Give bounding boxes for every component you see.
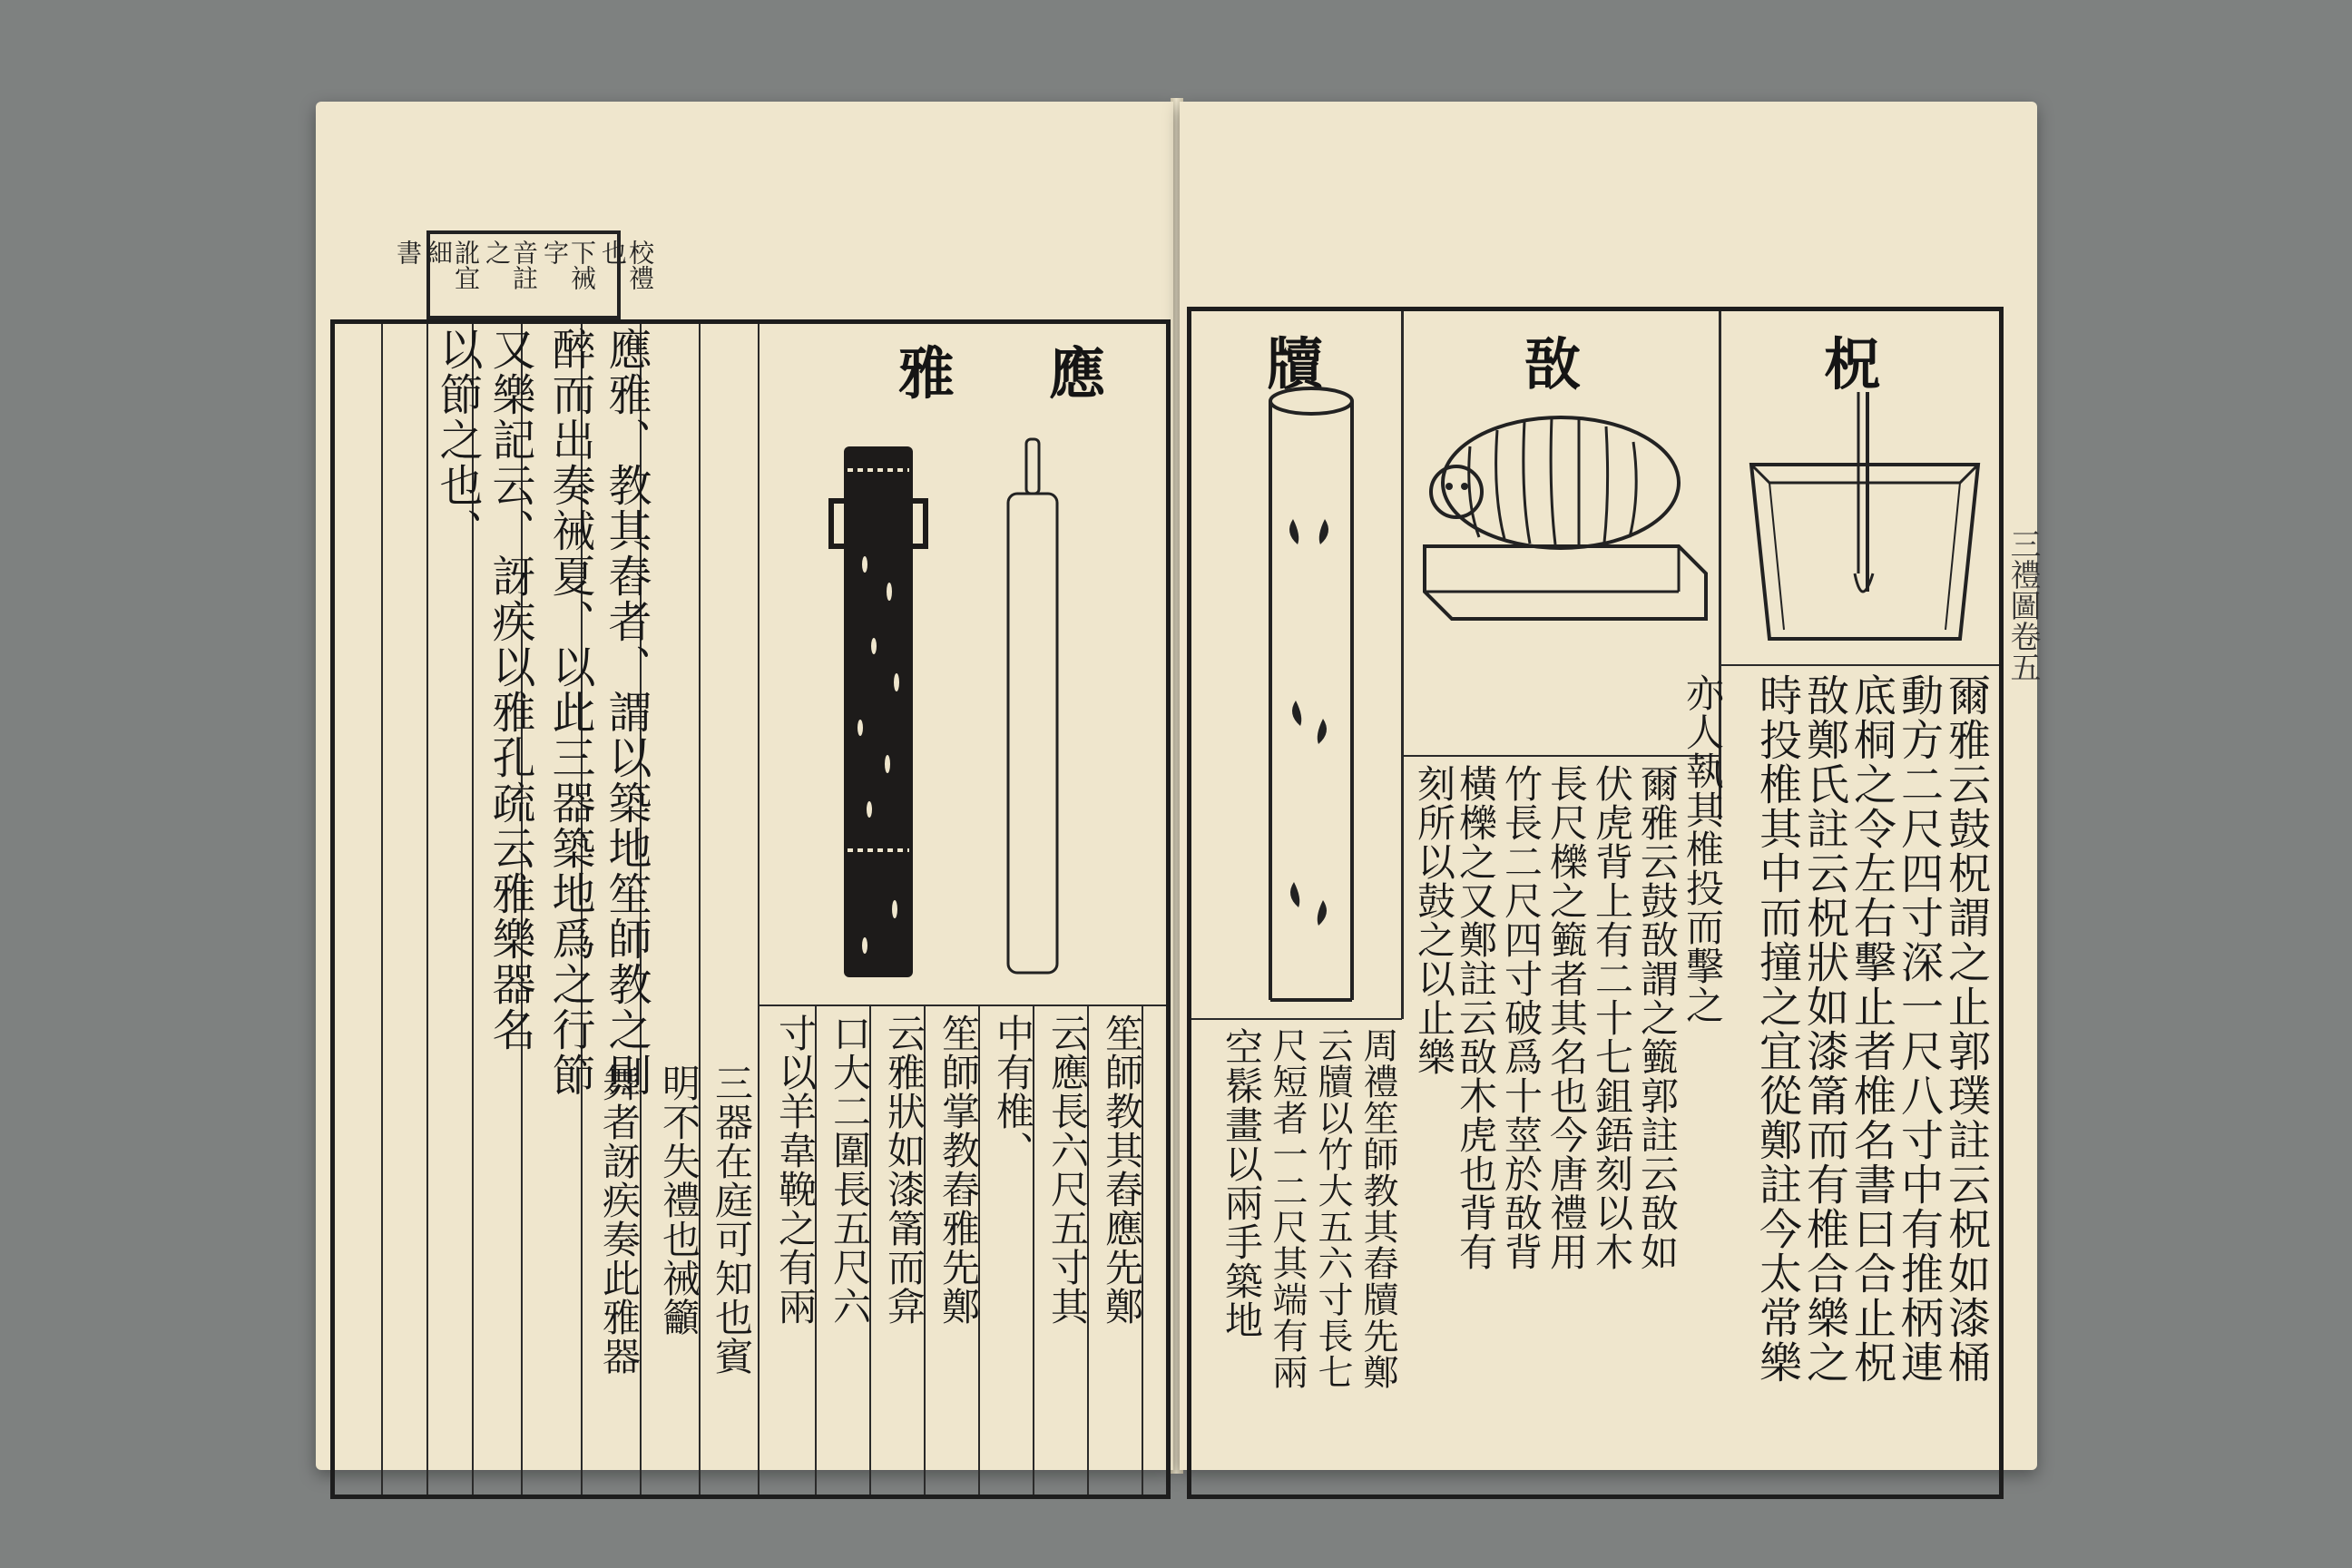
seal-line: 校禮也 [598, 240, 655, 290]
column-rule [426, 324, 428, 1494]
seal-line: 書 [393, 240, 423, 265]
text-column: 笙師教其舂應先鄭 [1100, 1014, 1144, 1326]
collector-seal [393, 230, 655, 319]
text-column: 中有椎、 [991, 1014, 1035, 1170]
yu-tiger-illustration [1406, 392, 1715, 628]
heading-ya: 雅 [898, 340, 956, 407]
text-column: 口大二圍長五尺六 [828, 1014, 872, 1326]
heading-ying: 應 [1049, 340, 1106, 407]
column-rule [381, 324, 383, 1494]
text-column: 云雅狀如漆筩而弇 [882, 1014, 926, 1326]
text-column: 刻所以鼓之以止樂 [1412, 764, 1456, 1076]
margin-volume-mark: 三禮圖卷五 [2004, 528, 2041, 682]
seal-line: 訛宜細 [424, 240, 481, 290]
text-column: 周禮笙師教其舂牘先鄭 [1357, 1027, 1398, 1390]
image-panel-bottom-rule [758, 1004, 1166, 1006]
du-instrument-illustration [1243, 374, 1379, 1009]
text-column: 寸以羊韋鞔之有兩 [773, 1014, 818, 1326]
text-column: 空髹畫以兩手築地 [1220, 1027, 1264, 1339]
heading-yu: 敔 [1524, 331, 1582, 397]
text-column: 又樂記云、訝疾以雅孔疏云雅樂器名 [485, 327, 535, 1053]
text-column: 以節之也、 [432, 327, 483, 554]
heading-du: 牘 [1267, 331, 1324, 397]
left-page [316, 102, 1173, 1470]
seal-line: 下祴字 [540, 240, 597, 290]
section-divider [1720, 664, 1999, 666]
text-column: 竹長二尺四寸破爲十莖於敔背 [1499, 764, 1544, 1271]
section-divider [1401, 311, 1404, 1019]
text-column: 舞者訝疾奏此雅器 [597, 1063, 642, 1376]
text-column: 云應長六尺五寸其 [1045, 1014, 1090, 1326]
text-column: 底桐之令左右擊止者椎名書曰合止柷 [1847, 673, 1896, 1385]
text-column: 云牘以竹大五六寸長七 [1312, 1027, 1353, 1390]
text-column: 敔鄭氏註云柷狀如漆筩而有椎合樂之 [1799, 673, 1849, 1385]
section-divider [1191, 1018, 1402, 1020]
right-page [1180, 102, 2041, 1470]
ya-instrument-illustration [824, 437, 933, 991]
ying-instrument-illustration [992, 437, 1073, 982]
text-column: 三器在庭可知也賓 [710, 1063, 754, 1376]
text-column: 明不失禮也祴籲 [657, 1063, 701, 1337]
text-column: 伏虎背上有二十七鉏鋙刻以木 [1590, 764, 1634, 1271]
text-column: 爾雅云鼓柷謂之止郭璞註云柷如漆桶 [1941, 673, 1991, 1385]
zhu-instrument-illustration [1733, 392, 1996, 664]
heading-zhu: 柷 [1824, 331, 1881, 397]
text-column: 時投椎其中而撞之宜從鄭註今太常樂 [1752, 673, 1802, 1385]
seal-line: 音註之 [482, 240, 539, 290]
text-column: 笙師掌教舂雅先鄭 [936, 1014, 981, 1326]
text-column: 長尺櫟之籈者其名也今唐禮用 [1544, 764, 1589, 1271]
text-column: 爾雅云鼓敔謂之籈郭註云敔如 [1635, 764, 1680, 1271]
text-column: 動方二尺四寸深一尺八寸中有推柄連 [1894, 673, 1944, 1385]
section-divider [1402, 755, 1720, 757]
text-column: 亦人執其椎投而擊之 [1681, 673, 1725, 1024]
text-column: 橫櫟之又鄭註云敔木虎也背有 [1454, 764, 1498, 1271]
text-column: 尺短者一二尺其端有兩 [1267, 1027, 1308, 1390]
text-column: 醉而出奏祴夏、以此三器築地爲之行節 [544, 327, 595, 1098]
text-column: 應雅、教其舂者、謂以築地笙師教之則 [601, 327, 652, 1098]
